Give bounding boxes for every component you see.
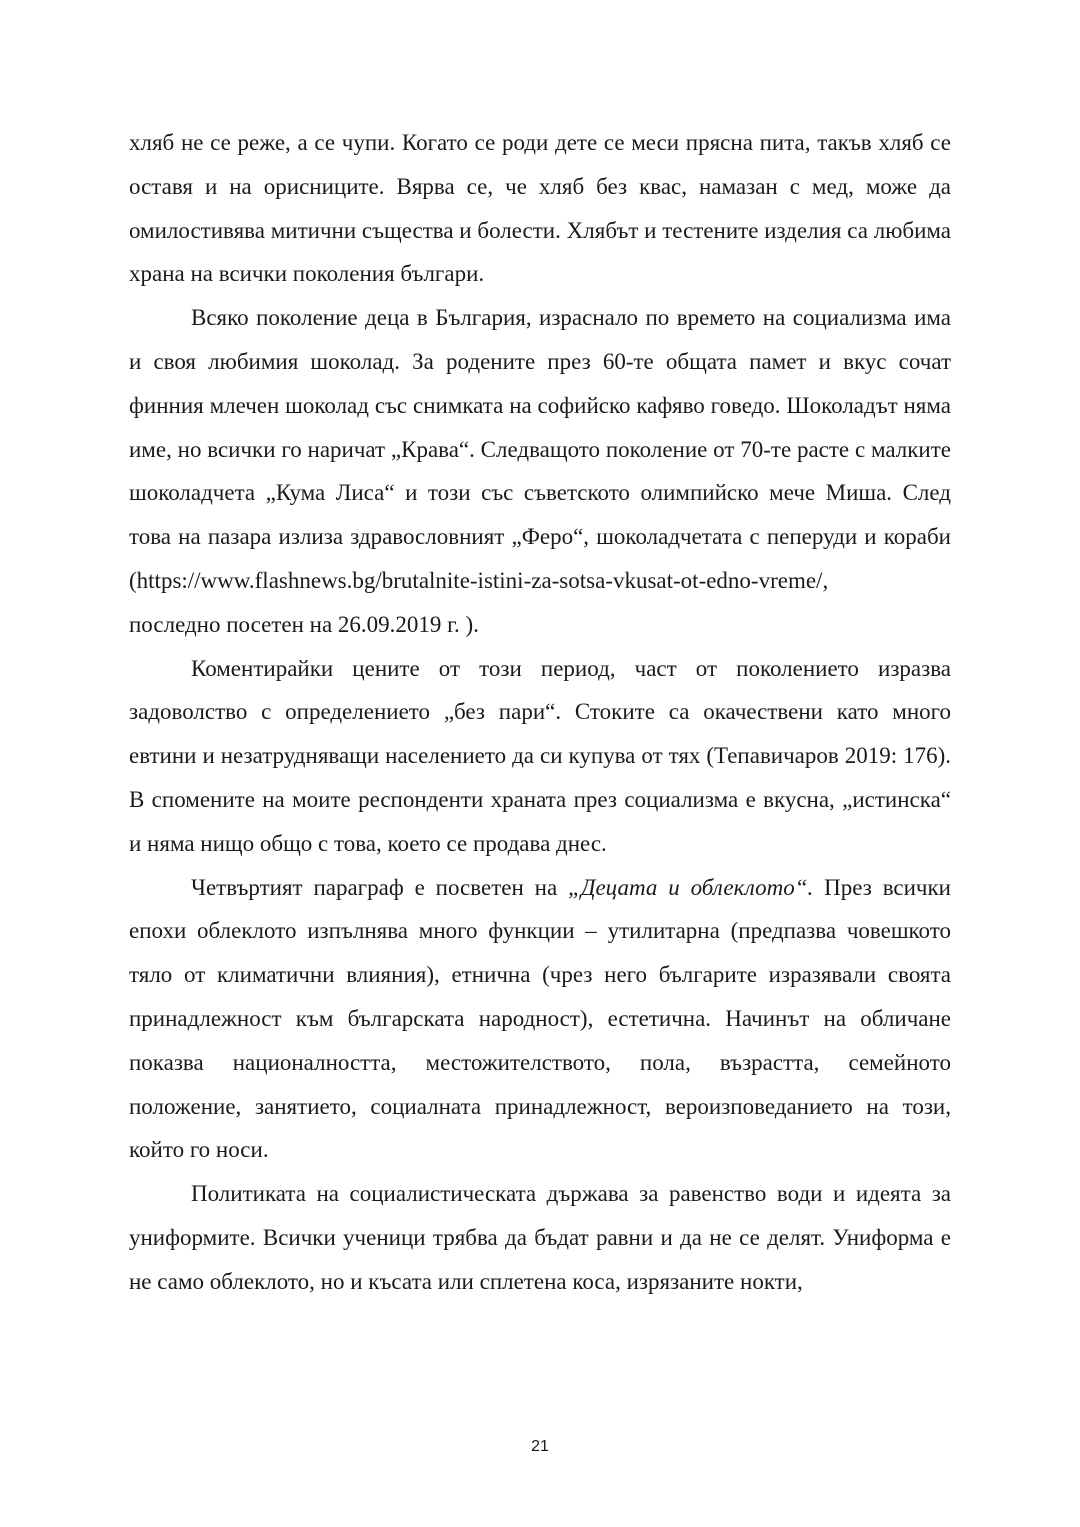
paragraph-bread-text: хляб не се реже, а се чупи. Когато се роди дете се меси прясна пита, такъв хляб се оставя и на орисниците. Вярва се, че хляб без квас, намазан с мед, може да омилостивява митични същества и болести. Хлябът и тестените изделия са любима храна на всички поколения българи. — [129, 130, 951, 287]
paragraph-bread — [129, 121, 951, 296]
paragraph-clothing-intro: Четвъртият параграф е посветен на — [191, 874, 569, 900]
document-body — [129, 121, 951, 1304]
source-url: (https://www.flashnews.bg/brutalnite-istini-za-sotsa-vkusat-ot-edno-vreme/, — [129, 567, 829, 593]
paragraph-clothing — [129, 866, 951, 1173]
paragraph-chocolate — [129, 296, 951, 646]
paragraph-uniforms-text: Политиката на социалистическата държава за равенство води и идеята за униформите. Всички ученици трябва да бъдат равни и да не се делят. Униформа е не само облеклото, но и късата или сплетена коса, изрязаните нокти, — [129, 1181, 951, 1294]
paragraph-chocolate-text: Всяко поколение деца в България, израснало по времето на социализма има и своя любимия шоколад. За родените през 60-те общата памет и вкус сочат финния млечен шоколад със снимката на софийско кафяво говедо. Шоколадът няма име, но всички го наричат „Крава“. Следващото поколение от 70-те расте с малките шоколадчета „Кума Лиса“ и този със съветското олимпийско мече Миша. След това на пазара излиза здравословният „Феро“, шоколадчетата с пеперуди и кораби — [129, 305, 951, 550]
paragraph-clothing-title: „Децата и облеклото“. — [568, 874, 814, 900]
paragraph-clothing-text: През всички епохи облеклото изпълнява много функции – утилитарна (предпазва човешкото тяло от климатични влияния), етнична (чрез него българите изразявали своята принадлежност към българската народност), естетична. Начинът на обличане показва националността, местожителството, пола, възрастта, семейното положение, занятието, социалната принадлежност, вероизповеданието на този, който го носи. — [129, 874, 951, 1163]
paragraph-uniforms — [129, 1172, 951, 1303]
paragraph-prices-text: Коментирайки цените от този период, част от поколението изразва задоволство с определението „без пари“. Стоките са окачествени като много евтини и незатрудняващи населението да си купува от тях (Тепавичаров 2019: 176). В спомените на моите респонденти храната през социализма е вкусна, „истинска“ и няма нищо общо с това, което се продава днес. — [129, 655, 951, 856]
page-number: 21 — [531, 1438, 549, 1455]
source-visited-date: последно посетен на 26.09.2019 г. ). — [129, 611, 479, 637]
paragraph-prices — [129, 647, 951, 866]
